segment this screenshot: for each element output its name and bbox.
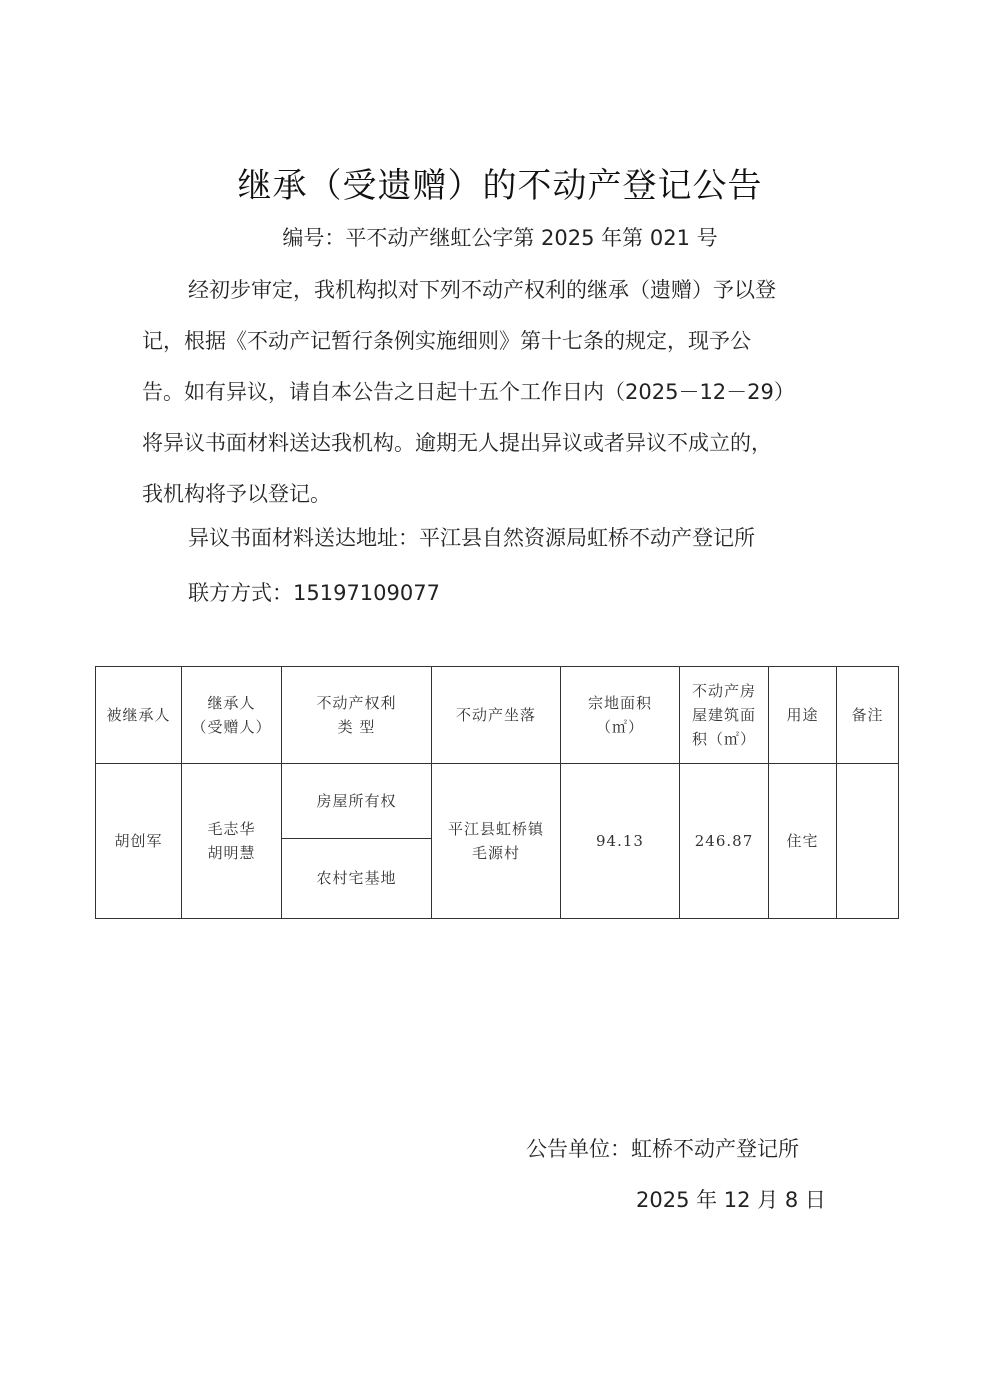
- table-row: [96, 764, 899, 838]
- cell-decedent: 胡创军: [96, 764, 182, 919]
- notice-body: [142, 265, 842, 520]
- issue-date: 2025 年 12 月 8 日: [636, 1188, 826, 1212]
- cell-building-area: 246.87: [680, 764, 769, 919]
- issuing-unit: 公告单位：虹桥不动产登记所: [526, 1137, 799, 1161]
- cell-location: 平江县虹桥镇 毛源村: [432, 764, 561, 919]
- table-header-row: [96, 667, 899, 764]
- cell-land-area: 94.13: [561, 764, 680, 919]
- cell-usage: 住宅: [769, 764, 837, 919]
- header-decedent: 被继承人: [96, 667, 182, 764]
- cell-remark: [837, 764, 899, 919]
- body-line: 经初步审定，我机构拟对下列不动产权利的继承（遗赠）予以登: [188, 278, 776, 302]
- body-line: 记，根据《不动产记暂行条例实施细则》第十七条的规定，现予公: [142, 329, 751, 353]
- header-right-type: 不动产权利 类 型: [282, 667, 432, 764]
- registration-table: [95, 666, 899, 919]
- contact-info: 联方方式：15197109077: [188, 581, 440, 605]
- header-building-area: 不动产房 屋建筑面 积（㎡）: [680, 667, 769, 764]
- header-heir: 继承人 （受赠人）: [182, 667, 282, 764]
- header-land-area: 宗地面积 （㎡）: [561, 667, 680, 764]
- page-title: 继承（受遗赠）的不动产登记公告: [237, 166, 763, 206]
- header-location: 不动产坐落: [432, 667, 561, 764]
- header-remark: 备注: [837, 667, 899, 764]
- cell-heirs: 毛志华 胡明慧: [182, 764, 282, 919]
- cell-right-type: 房屋所有权: [282, 764, 432, 838]
- body-line: 我机构将予以登记。: [142, 482, 331, 506]
- objection-address: 异议书面材料送达地址：平江县自然资源局虹桥不动产登记所: [188, 526, 755, 550]
- serial-number: 编号：平不动产继虹公字第 2025 年第 021 号: [282, 226, 718, 250]
- body-line: 将异议书面材料送达我机构。逾期无人提出异议或者异议不成立的，: [142, 431, 772, 455]
- cell-right-type: 农村宅基地: [282, 838, 432, 918]
- body-line: 告。如有异议，请自本公告之日起十五个工作日内（2025－12－29）: [142, 380, 795, 404]
- header-usage: 用途: [769, 667, 837, 764]
